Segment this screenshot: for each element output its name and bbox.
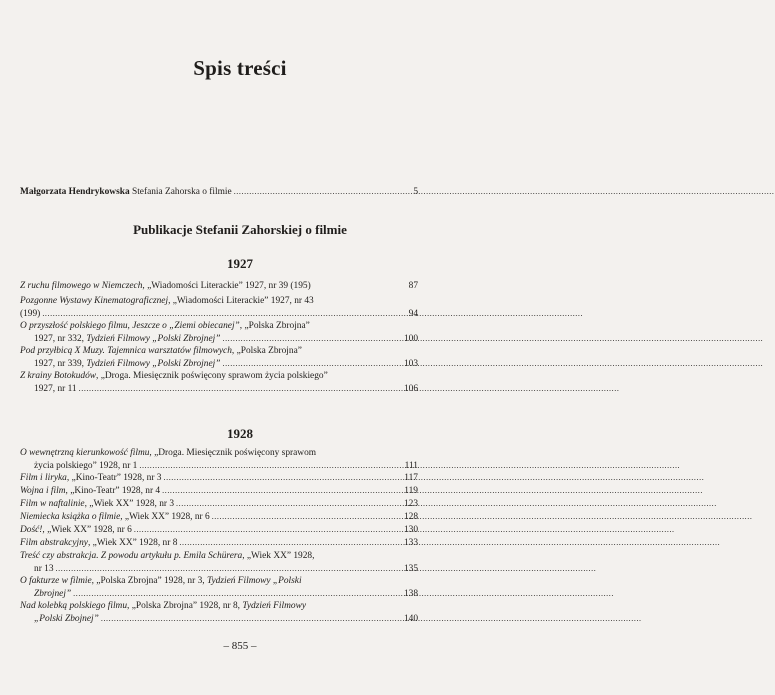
entry-title: Dość! [20, 525, 43, 535]
entry-title: Z krainy Botokudów [20, 371, 97, 381]
entry-source: , „Polska Zbrojna” 1928, nr 8, [127, 601, 243, 611]
entry-page: 100 [403, 333, 418, 344]
leader-dots [42, 308, 583, 321]
entry-source: , „Polska Zbrojna” [231, 346, 302, 356]
intro-entry [20, 186, 418, 199]
entry-supplement: Tydzień Filmowy [242, 601, 306, 611]
entry-source: , „Wiadomości Literackie” 1927, nr 39 (195) [142, 281, 311, 291]
page-number: – 855 – [223, 640, 257, 652]
entry-title: O przyszłość polskiego filmu, Jeszcze o „Ziemi obiecanej” [20, 321, 240, 331]
entry-title: Pod przyłbicą X Muzy. Tajemnica warsztatów filmowych [20, 346, 232, 356]
entry-title: O wewnętrzną kierunkowość filmu [20, 448, 150, 458]
entry-source: , „Kino-Teatr” 1928, nr 4 [65, 486, 161, 496]
entry-title: Pozgonne Wystawy Kinematograficznej [20, 296, 169, 306]
toc-entry [20, 600, 418, 625]
entry-page: 87 [408, 281, 418, 291]
entry-page: 133 [403, 538, 418, 548]
entry-supplement: Zbrojnej” [34, 588, 72, 599]
page-title: Spis treści [193, 56, 287, 80]
intro-page: 5 [413, 187, 418, 197]
entry-source: , „Wiek XX” 1928, [242, 551, 315, 561]
entry-page: 128 [403, 512, 418, 522]
entry-source: , „Wiek XX” 1928, nr 6 [42, 525, 132, 535]
entry-source: (199) [20, 308, 41, 319]
entry-title: Nad kolebką polskiego filmu [20, 601, 128, 611]
leader-dots [56, 563, 597, 576]
intro-author: Małgorzata Hendrykowska [20, 187, 130, 197]
toc-entry [20, 498, 418, 511]
toc-entry [20, 511, 418, 524]
entry-source: , „Droga. Miesięcznik poświęcony sprawom życia polskiego” [96, 371, 328, 381]
toc-entry [20, 280, 418, 293]
toc-entry [20, 550, 418, 575]
entry-source: , „Kino-Teatr” 1928, nr 3 [66, 473, 162, 483]
entry-source: , „Polska Zbrojna” 1928, nr 3, [91, 576, 207, 586]
entry-source: życia polskiego” 1928, nr 1 [34, 460, 138, 471]
toc-entry [20, 575, 418, 600]
toc-entry [20, 537, 418, 550]
entry-source: 1927, nr 339, [34, 358, 87, 369]
entry-title: O fakturze w filmie [20, 576, 92, 586]
leader-dots [164, 472, 705, 485]
leader-dots [176, 498, 717, 511]
entry-title: Film i liryka [20, 473, 67, 483]
entry-page: 117 [404, 473, 418, 483]
entry-source: , „Droga. Miesięcznik poświęcony sprawom [149, 448, 317, 458]
entry-page: 135 [403, 563, 418, 574]
entry-source: , „Wiek XX” 1928, nr 8 [87, 538, 178, 548]
entry-page: 140 [403, 613, 418, 624]
entry-page: 123 [403, 499, 418, 509]
entry-source: 1927, nr 332, [34, 333, 87, 344]
toc-entry [20, 345, 418, 370]
toc-entry [20, 485, 418, 498]
entry-title: Film w naftalinie [20, 499, 85, 509]
entry-supplement: Tydzień Filmowy „Polski Zbrojnej” [86, 358, 221, 369]
section-title: Publikacje Stefanii Zahorskiej o filmie [133, 222, 347, 237]
entry-page: 106 [403, 383, 418, 394]
leader-dots [101, 613, 642, 626]
leader-dots [222, 358, 763, 371]
entry-page: 130 [403, 525, 418, 535]
toc-entry [20, 370, 418, 395]
entry-title: Film abstrakcyjny [20, 538, 88, 548]
entry-title: Wojna i film [20, 486, 66, 496]
toc-entry [20, 295, 418, 320]
entry-source: nr 13 [34, 563, 54, 574]
toc-entry [20, 472, 418, 485]
entry-title: Z ruchu filmowego w Niemczech [20, 281, 143, 291]
entry-page: 119 [404, 486, 418, 496]
leader-dots [179, 537, 720, 550]
entry-title: Niemiecka książka o filmie [20, 512, 121, 522]
entry-supplement: Tydzień Filmowy „Polski Zbrojnej” [86, 333, 221, 344]
entry-supplement: „Polski Zbojnej” [34, 613, 99, 624]
year-heading: 1928 [227, 426, 253, 441]
intro-text: Stefania Zahorska o filmie [131, 187, 232, 197]
entry-source: , „Wiek XX” 1928, nr 6 [120, 512, 210, 522]
entry-source: , „Polska Zbrojna” [239, 321, 310, 331]
year-heading: 1927 [227, 256, 253, 271]
entry-page: 103 [403, 358, 418, 369]
entry-page: 138 [403, 588, 418, 599]
entry-page: 111 [404, 460, 418, 471]
leader-dots [222, 333, 763, 346]
toc-entry [20, 447, 418, 472]
entry-page: 94 [408, 308, 418, 319]
leader-dots [212, 511, 753, 524]
entry-source: , „Wiadomości Literackie” 1927, nr 43 [168, 296, 314, 306]
toc-entry [20, 524, 418, 537]
entry-title: Treść czy abstrakcja. Z powodu artykułu p. Emila Schürera [20, 551, 243, 561]
leader-dots [73, 588, 614, 601]
entry-source: , „Wiek XX” 1928, nr 3 [84, 499, 175, 509]
toc-entry [20, 320, 418, 345]
leader-dots [79, 383, 620, 396]
entry-source: 1927, nr 11 [34, 383, 77, 394]
entry-supplement: Tydzień Filmowy „Polski [206, 576, 302, 586]
leader-dots [162, 485, 703, 498]
